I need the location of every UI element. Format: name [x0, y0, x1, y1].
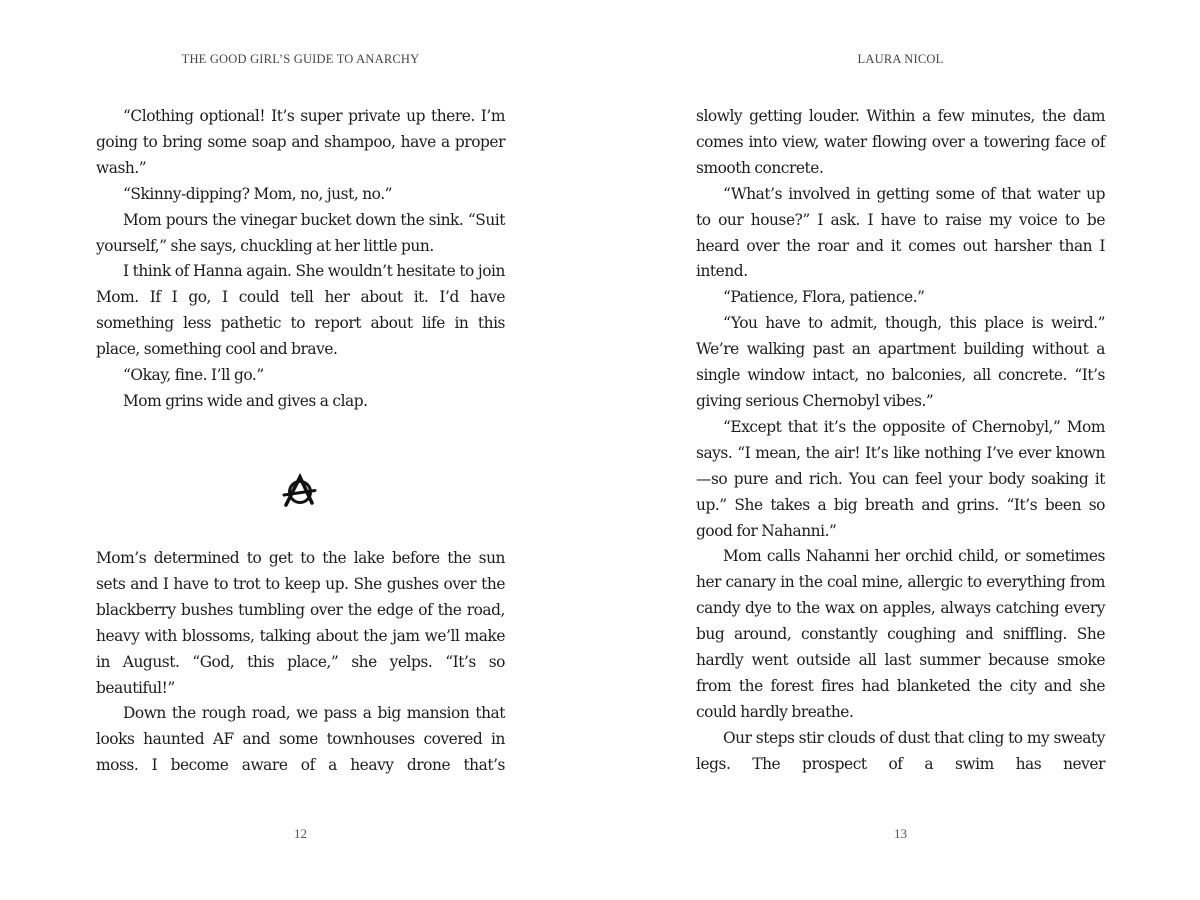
right-page	[600, 0, 1200, 900]
paragraph: Our steps stir clouds of dust that cling to my sweaty legs. The prospect of a swim has never	[696, 728, 1105, 773]
page-number: 13	[894, 826, 907, 841]
paragraph: “Except that it’s the opposite of Chernobyl,” Mom says. “I mean, the air! It’s like nothing I’ve ever known—so pure and rich. You can feel your body soaking it up.” She takes a big breath and grins. “It’s been so good for Nahanni.”	[696, 417, 1105, 540]
paragraph: “You have to admit, though, this place is weird.” We’re walking past an apartment building without a single window intact, no balconies, all concrete. “It’s giving serious Chernobyl vibes.”	[696, 314, 1105, 410]
paragraph: slowly getting louder. Within a few minutes, the dam comes into view, water flowing over a towering face of smooth concrete.	[696, 107, 1105, 177]
paragraph: “Patience, Flora, patience.”	[723, 288, 925, 307]
paragraph: “Clothing optional! It’s super private up there. I’m going to bring some soap and shampoo, have a proper wash.”	[96, 107, 505, 177]
text-block-bottom	[96, 546, 505, 779]
anarchy-symbol-icon	[280, 472, 320, 512]
page-number: 12	[294, 826, 307, 841]
paragraph: Mom calls Nahanni her orchid child, or sometimes her canary in the coal mine, allergic to everything from candy dye to the wax on apples, always catching every bug around, constantly coughing and sniffling. She hardly went outside all last summer because smoke from the forest fires had blanketed the city and she could hardly breathe.	[696, 547, 1105, 721]
paragraph: Mom grins wide and gives a clap.	[123, 391, 368, 410]
text-block-top	[96, 104, 505, 415]
paragraph: Down the rough road, we pass a big mansion that looks haunted AF and some townhouses covered in moss. I become aware of a heavy drone that’s	[96, 704, 505, 775]
paragraph: Mom pours the vinegar bucket down the sink. “Suit yourself,” she says, chuckling at her little pun.	[96, 210, 505, 255]
paragraph: I think of Hanna again. She wouldn’t hesitate to join Mom. If I go, I could tell her about it. I’d have something less pathetic to report about life in this place, something cool and brave.	[96, 262, 505, 359]
running-head-book-title: THE GOOD GIRL’S GUIDE TO ANARCHY	[181, 52, 420, 66]
paragraph: “Okay, fine. I’ll go.”	[123, 366, 264, 385]
paragraph: Mom’s determined to get to the lake before the sun sets and I have to trot to keep up. She gushes over the blackberry bushes tumbling over the edge of the road, heavy with blossoms, talking about the jam we’ll make in August. “God, this place,” she yelps. “It’s so beautiful!”	[96, 549, 505, 697]
paragraph: “What’s involved in getting some of that water up to our house?” I ask. I have to raise my voice to be heard over the roar and it comes out harsher than I intend.	[696, 184, 1105, 281]
paragraph: “Skinny-dipping? Mom, no, just, no.”	[123, 184, 393, 203]
running-head-author: LAURA NICOL	[857, 52, 944, 66]
text-block	[696, 104, 1105, 778]
